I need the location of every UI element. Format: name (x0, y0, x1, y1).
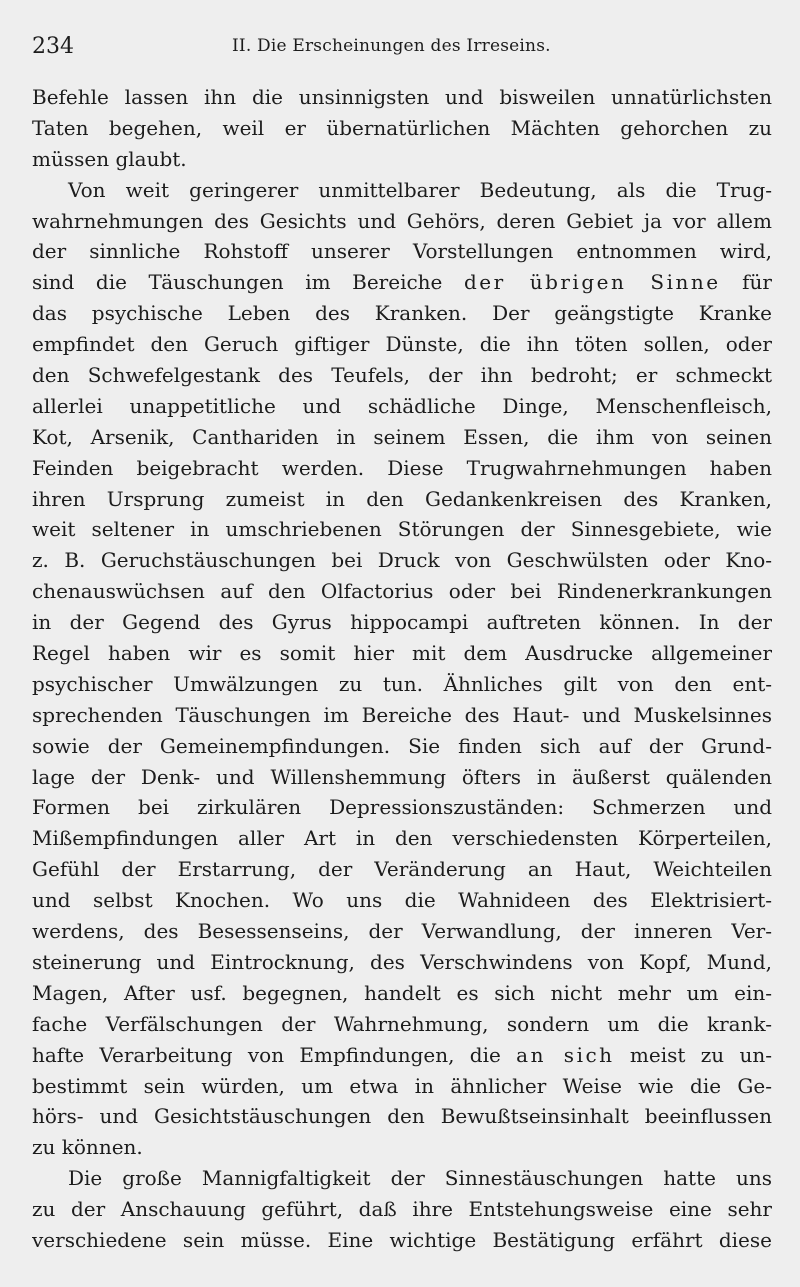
text-run: sind die Täuschungen im Bereiche (32, 270, 464, 295)
text-line (32, 144, 772, 175)
text-line (32, 1101, 772, 1132)
page-header (32, 34, 772, 64)
text-run: zu können. (32, 1135, 143, 1160)
text-line (32, 236, 772, 267)
text-run: chenauswüchsen auf den Olfactorius oder bei Rindenerkrankungen (32, 579, 772, 604)
text-run: weit seltener in umschriebenen Störungen der Sinnesgebiete, wie (32, 517, 772, 542)
text-line (32, 484, 772, 515)
text-run: sprechenden Täuschungen im Bereiche des Haut- und Muskelsinnes (32, 702, 772, 727)
text-line (32, 792, 772, 823)
text-run: z. B. Geruchstäuschungen bei Druck von Geschwülsten oder Kno- (32, 548, 772, 573)
text-line (32, 1071, 772, 1102)
running-head: II. Die Erscheinungen des Irreseins. (232, 36, 551, 56)
text-line (32, 206, 772, 237)
text-run: steinerung und Eintrocknung, des Verschwindens von Kopf, Mund, (32, 949, 772, 974)
text-run: den Schwefelgestank des Teufels, der ihn bedroht; er schmeckt (32, 363, 772, 388)
text-line (32, 453, 772, 484)
text-run: der sinnliche Rohstoff unserer Vorstellungen entnommen wird, (32, 239, 772, 264)
text-run: wahrnehmungen des Gesichts und Gehörs, deren Gebiet ja vor allem (32, 208, 772, 233)
text-line (32, 82, 772, 113)
text-run: Gefühl der Erstarrung, der Veränderung an Haut, Weichteilen (32, 857, 772, 882)
text-line (32, 391, 772, 422)
text-run: Von weit geringerer unmittelbarer Bedeutung, als die Trug- (68, 177, 772, 202)
page-number: 234 (32, 34, 74, 59)
text-run: Formen bei zirkulären Depressionszuständen: Schmerzen und (32, 795, 772, 820)
text-run: müssen glaubt. (32, 146, 187, 171)
text-line (32, 113, 772, 144)
text-line (32, 545, 772, 576)
text-run: werdens, des Besessenseins, der Verwandlung, der inneren Ver- (32, 919, 772, 944)
text-line (32, 1040, 772, 1071)
text-line (32, 1132, 772, 1163)
text-line (32, 978, 772, 1009)
text-line (32, 700, 772, 731)
text-run: lage der Denk- und Willenshemmung öfters in äußerst quälenden (32, 764, 772, 789)
text-run: hafte Verarbeitung von Empfindungen, die (32, 1042, 517, 1067)
text-line (32, 298, 772, 329)
text-run: Feinden beigebracht werden. Diese Trugwahrnehmungen haben (32, 455, 772, 480)
text-run: für (720, 270, 772, 295)
text-line (32, 1194, 772, 1225)
text-line (32, 669, 772, 700)
text-line (32, 916, 772, 947)
text-line (32, 1009, 772, 1040)
text-run: Mißempfindungen aller Art in den verschiedensten Körperteilen, (32, 826, 772, 851)
text-run: allerlei unappetitliche und schädliche Dinge, Menschenfleisch, (32, 393, 772, 418)
text-run: fache Verfälschungen der Wahrnehmung, sondern um die krank- (32, 1011, 772, 1036)
text-run: Regel haben wir es somit hier mit dem Ausdrucke allgemeiner (32, 641, 772, 666)
text-line (32, 360, 772, 391)
text-line (32, 823, 772, 854)
text-run: Befehle lassen ihn die unsinnigsten und bisweilen unnatürlichsten (32, 85, 772, 109)
text-run: bestimmt sein würden, um etwa in ähnlicher Weise wie die Ge- (32, 1073, 772, 1098)
text-run: meist zu un- (614, 1042, 772, 1067)
text-run: zu der Anschauung geführt, daß ihre Entstehungsweise eine sehr (32, 1197, 772, 1222)
body-text (32, 82, 772, 1256)
text-run: Magen, After usf. begegnen, handelt es sich nicht mehr um ein- (32, 980, 772, 1005)
text-run: Taten begehen, weil er übernatürlichen Mächten gehorchen zu (32, 115, 772, 140)
text-line (32, 762, 772, 793)
text-line (32, 1225, 772, 1256)
text-line (32, 607, 772, 638)
text-line (32, 175, 772, 206)
text-line (32, 514, 772, 545)
text-run: empfindet den Geruch giftiger Dünste, die ihn töten sollen, oder (32, 332, 772, 357)
text-line (32, 638, 772, 669)
text-run: psychischer Umwälzungen zu tun. Ähnliches gilt von den ent- (32, 671, 772, 696)
text-line (32, 422, 772, 453)
text-line (32, 885, 772, 916)
text-line (32, 329, 772, 360)
text-line (32, 854, 772, 885)
text-run: ihren Ursprung zumeist in den Gedankenkreisen des Kranken, (32, 486, 772, 511)
paragraph (32, 175, 772, 1164)
text-run: verschiedene sein müsse. Eine wichtige Bestätigung erfährt diese (32, 1227, 772, 1252)
spaced-emphasis: an sich (516, 1042, 615, 1067)
text-line (32, 267, 772, 298)
text-run: Die große Mannigfaltigkeit der Sinnestäuschungen hatte uns (68, 1166, 772, 1191)
text-run: und selbst Knochen. Wo uns die Wahnideen des Elektrisiert- (32, 888, 772, 913)
text-line (32, 576, 772, 607)
paragraph (32, 1163, 772, 1256)
text-line (32, 731, 772, 762)
text-run: hörs- und Gesichtstäuschungen den Bewußtseinsinhalt beeinflussen (32, 1104, 772, 1129)
text-line (32, 1163, 772, 1194)
text-run: in der Gegend des Gyrus hippocampi auftreten können. In der (32, 610, 772, 635)
spaced-emphasis: der übrigen Sinne (463, 270, 721, 295)
paragraph (32, 82, 772, 175)
text-run: sowie der Gemeinempfindungen. Sie finden sich auf der Grund- (32, 733, 772, 758)
text-run: Kot, Arsenik, Canthariden in seinem Essen, die ihm von seinen (32, 424, 772, 449)
text-run: das psychische Leben des Kranken. Der geängstigte Kranke (32, 301, 772, 326)
text-line (32, 947, 772, 978)
